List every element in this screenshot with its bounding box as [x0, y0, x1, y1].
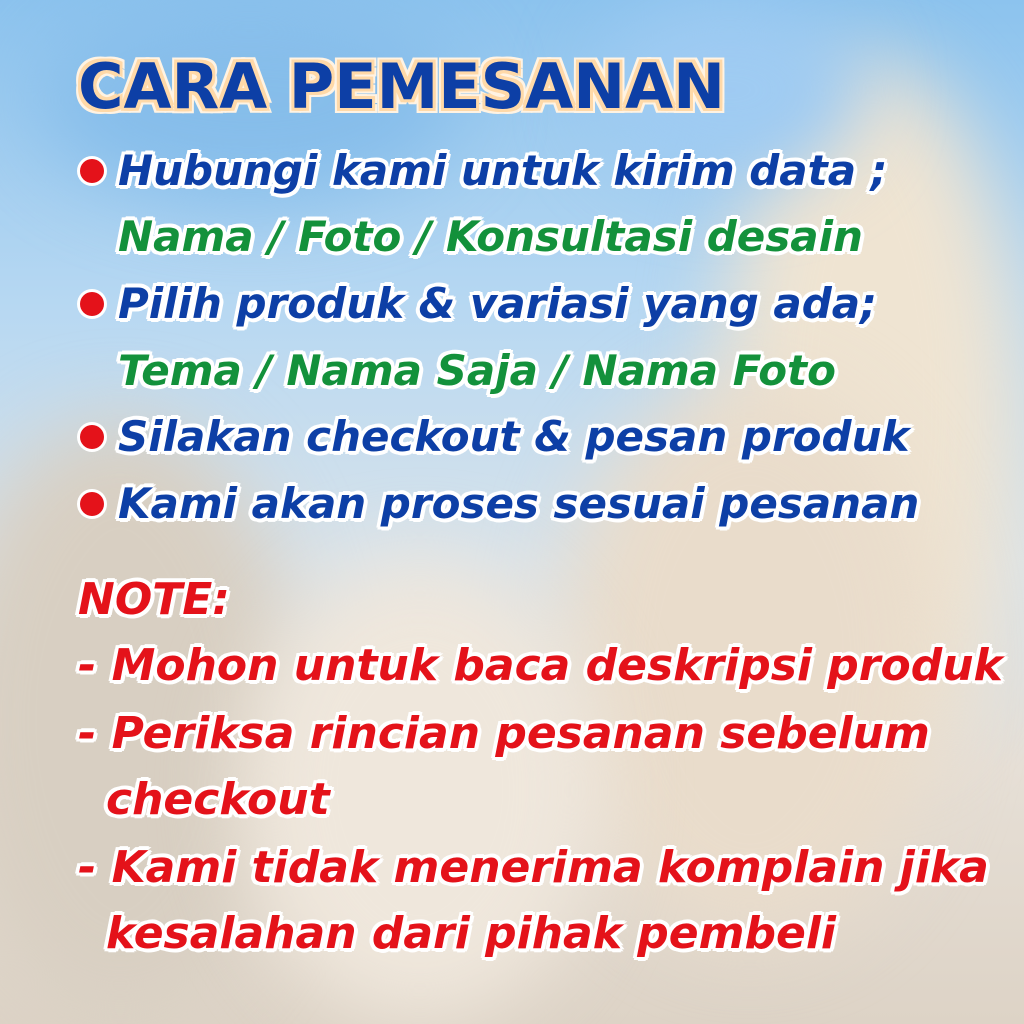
step-2-text: Pilih produk & variasi yang ada; — [118, 279, 877, 328]
note-item-3: - Kami tidak menerima komplain jika — [78, 842, 989, 893]
bullet-icon — [80, 425, 104, 449]
bullet-icon — [80, 159, 104, 183]
note-item-3-continued: kesalahan dari pihak pembeli — [106, 908, 836, 959]
step-3-text: Silakan checkout & pesan produk — [118, 412, 910, 461]
note-item-2-continued: checkout — [106, 774, 330, 825]
bullet-icon — [80, 292, 104, 316]
note-item-1: - Mohon untuk baca deskripsi produk — [78, 640, 1003, 691]
page-title: CARA PEMESANAN — [78, 50, 726, 123]
note-item-2: - Periksa rincian pesanan sebelum — [78, 708, 930, 759]
step-4-text: Kami akan proses sesuai pesanan — [118, 479, 920, 528]
note-title: NOTE: — [78, 574, 230, 625]
step-1-detail: Nama / Foto / Konsultasi desain — [118, 212, 863, 261]
bullet-icon — [80, 492, 104, 516]
step-1-text: Hubungi kami untuk kirim data ; — [118, 146, 888, 195]
step-2-detail: Tema / Nama Saja / Nama Foto — [118, 346, 836, 395]
